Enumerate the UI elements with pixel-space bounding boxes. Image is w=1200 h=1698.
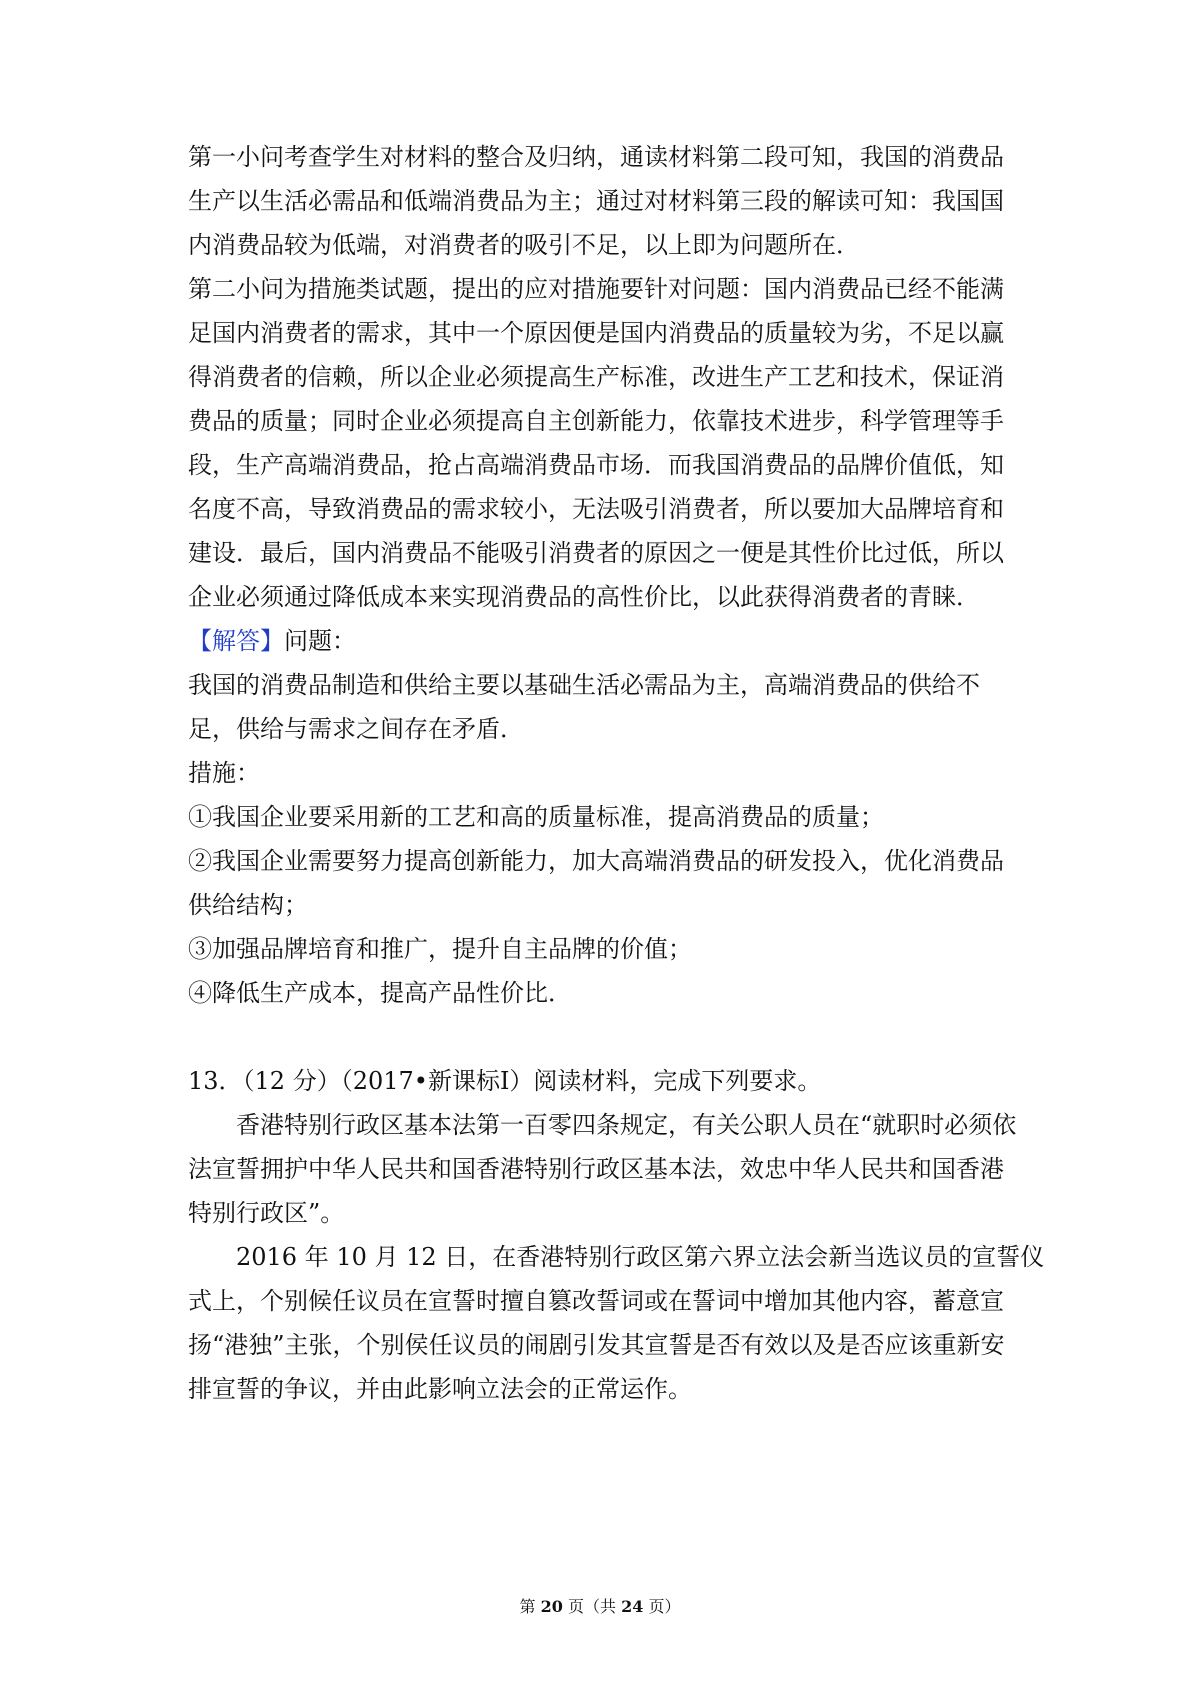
footer-page-number: 20	[540, 1597, 563, 1616]
measures-label: 措施：	[188, 759, 260, 787]
measure-item-4: ④降低生产成本，提高产品性价比．	[188, 979, 572, 1007]
question-13-p1-line-3: 特别行政区”。	[188, 1199, 345, 1227]
answer-heading-text: 问题：	[284, 627, 356, 655]
question-13-p2-line-3: 扬“港独”主张，个别侯任议员的闹剧引发其宣誓是否有效以及是否应该重新安	[188, 1331, 1005, 1359]
footer-suffix: 页）	[643, 1597, 681, 1616]
answer-problem-line-1: 我国的消费品制造和供给主要以基础生活必需品为主，高端消费品的供给不	[188, 671, 980, 699]
analysis-p2-line-5: 段，生产高端消费品，抢占高端消费品市场．而我国消费品的品牌价值低，知	[188, 451, 1004, 479]
footer-prefix: 第	[519, 1597, 541, 1616]
analysis-p2-line-1: 第二小问为措施类试题，提出的应对措施要针对问题：国内消费品已经不能满	[188, 275, 1004, 303]
answer-tag: 【解答】	[188, 627, 284, 655]
measure-item-2-cont: 供给结构；	[188, 891, 308, 919]
analysis-p2-line-2: 足国内消费者的需求，其中一个原因便是国内消费品的质量较为劣，不足以赢	[188, 319, 1004, 347]
measure-item-1: ①我国企业要采用新的工艺和高的质量标准，提高消费品的质量；	[188, 803, 884, 831]
analysis-p2-line-8: 企业必须通过降低成本来实现消费品的高性价比，以此获得消费者的青睐．	[188, 583, 980, 611]
question-13-p2-line-1: 2016 年 10 月 12 日，在香港特别行政区第六界立法会新当选议员的宣誓仪	[236, 1243, 1045, 1271]
measure-item-3: ③加强品牌培育和推广，提升自主品牌的价值；	[188, 935, 692, 963]
analysis-p2-line-7: 建设．最后，国内消费品不能吸引消费者的原因之一便是其性价比过低，所以	[188, 539, 1004, 567]
footer-middle: 页（共	[562, 1597, 622, 1616]
question-13-header: 13．（12 分）（2017•新课标Ⅰ）阅读材料，完成下列要求。	[188, 1067, 822, 1095]
question-13-p1-line-1: 香港特别行政区基本法第一百零四条规定，有关公职人员在“就职时必须依	[236, 1111, 1017, 1139]
analysis-p1-line-1: 第一小问考查学生对材料的整合及归纳，通读材料第二段可知，我国的消费品	[188, 143, 1004, 171]
footer-total-pages: 24	[621, 1597, 644, 1616]
answer-problem-line-2: 足，供给与需求之间存在矛盾．	[188, 715, 524, 743]
measure-item-2: ②我国企业需要努力提高创新能力，加大高端消费品的研发投入，优化消费品	[188, 847, 1004, 875]
question-13-p2-line-4: 排宣誓的争议，并由此影响立法会的正常运作。	[188, 1375, 692, 1403]
analysis-p2-line-3: 得消费者的信赖，所以企业必须提高生产标准，改进生产工艺和技术，保证消	[188, 363, 1004, 391]
analysis-p2-line-6: 名度不高，导致消费品的需求较小，无法吸引消费者，所以要加大品牌培育和	[188, 495, 1004, 523]
analysis-p1-line-2: 生产以生活必需品和低端消费品为主；通过对材料第三段的解读可知：我国国	[188, 187, 1004, 215]
analysis-p2-line-4: 费品的质量；同时企业必须提高自主创新能力，依靠技术进步，科学管理等手	[188, 407, 1004, 435]
question-13-p2-line-2: 式上，个别候任议员在宣誓时擅自篡改誓词或在誓词中增加其他内容，蓄意宣	[188, 1287, 1004, 1315]
page-footer	[0, 1595, 1200, 1619]
analysis-p1-line-3: 内消费品较为低端，对消费者的吸引不足，以上即为问题所在．	[188, 231, 860, 259]
question-13-p1-line-2: 法宣誓拥护中华人民共和国香港特别行政区基本法，效忠中华人民共和国香港	[188, 1155, 1004, 1183]
answer-heading	[188, 625, 1028, 657]
